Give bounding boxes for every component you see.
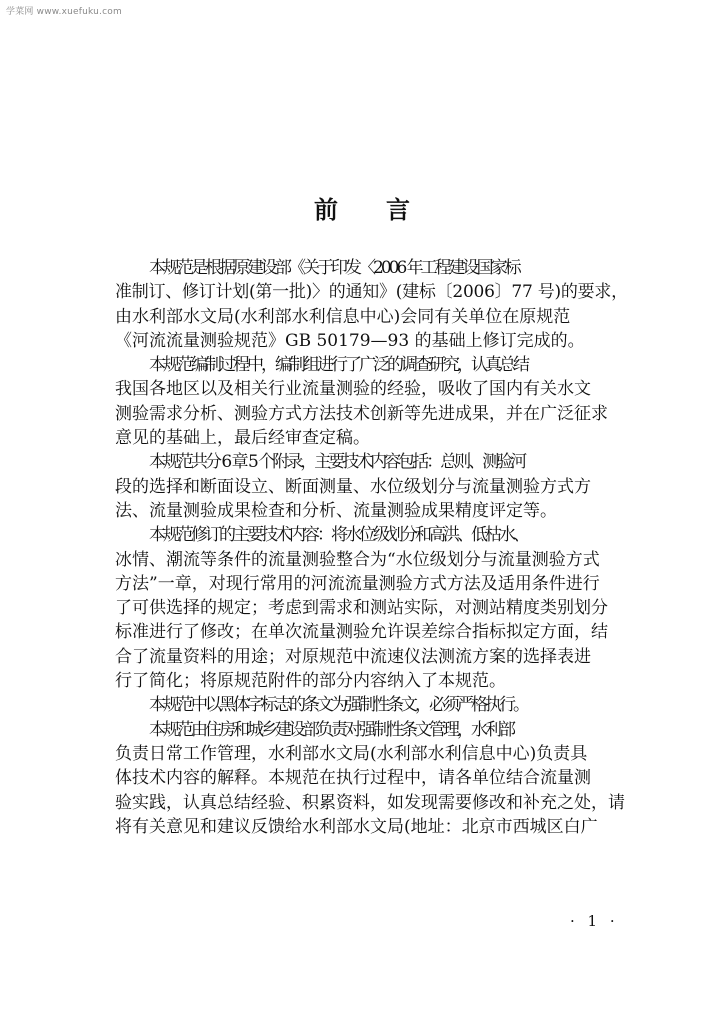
page-title xyxy=(0,190,724,225)
text-line: 测验需求分析、测验方式方法技术创新等先进成果，并在广泛征求 xyxy=(115,403,608,424)
watermark-text: 学菜网 www.xuefuku.com xyxy=(6,7,122,17)
text-line: 意见的基础上，最后经审查定稿。 xyxy=(115,428,370,449)
text-line: 标准进行了修改；在单次流量测验允许误差综合指标拟定方面，结 xyxy=(115,622,608,643)
paragraph-4 xyxy=(115,523,630,693)
text-line: 准制订、修订计划(第一批)〉的通知》(建标〔2006〕77 号)的要求， xyxy=(115,282,628,303)
text-line: 本规范修订的主要技术内容：将水位级划分和高洪、低枯水、 xyxy=(149,525,527,546)
paragraph-3 xyxy=(115,450,630,523)
text-line: 将有关意见和建议反馈给水利部水文局(地址：北京市西城区白广 xyxy=(115,816,598,837)
page-number: · 1 · xyxy=(570,912,619,930)
text-line: 本规范是根据原建设部《关于印发〈2006 年工程建设国家标 xyxy=(149,258,519,278)
text-line: 本规范共分 6 章 5 个附录，主要技术内容包括：总则、测验河 xyxy=(149,452,525,473)
text-line: 《河流流量测验规范》GB 50179—93 的基础上修订完成的。 xyxy=(115,330,585,351)
text-line: 负责日常工作管理，水利部水文局(水利部水利信息中心)负责具 xyxy=(115,743,588,764)
text-line: 本规范编制过程中，编制组进行了广泛的调查研究，认真总结 xyxy=(149,355,527,376)
text-line: 验实践，认真总结经验、积累资料，如发现需要修改和补充之处，请 xyxy=(115,792,625,813)
text-line: 我国各地区以及相关行业流量测验的经验，吸收了国内有关水文 xyxy=(115,379,591,400)
page-title-char-1: 前 xyxy=(314,196,338,225)
text-line: 了可供选择的规定；考虑到需求和测站实际，对测站精度类别划分 xyxy=(115,598,608,619)
text-line: 方法”一章，对现行常用的河流流量测验方式方法及适用条件进行 xyxy=(115,573,600,594)
text-line: 段的选择和断面设立、断面测量、水位级划分与流量测验方式方 xyxy=(115,476,591,497)
text-line: 冰情、潮流等条件的流量测验整合为“水位级划分与流量测验方式 xyxy=(115,549,600,570)
paragraph-6 xyxy=(115,718,630,839)
text-line: 合了流量资料的用途；对原规范中流速仪法测流方案的选择表进 xyxy=(115,646,591,667)
text-line: 本规范由住房和城乡建设部负责对强制性条文管理，水利部 xyxy=(149,719,513,740)
text-line: 由水利部水文局(水利部水利信息中心)会同有关单位在原规范 xyxy=(115,306,571,327)
text-line: 体技术内容的解释。本规范在执行过程中，请各单位结合流量测 xyxy=(115,768,591,789)
paragraph-5 xyxy=(115,693,630,717)
document-body xyxy=(115,256,630,839)
text-line: 本规范中以黑体字标志的条文为强制性条文，必须严格执行。 xyxy=(149,695,527,716)
page-title-char-2: 言 xyxy=(386,196,410,225)
text-line: 法、流量测验成果检查和分析、流量测验成果精度评定等。 xyxy=(115,500,557,521)
paragraph-2 xyxy=(115,353,630,450)
text-line: 行了简化；将原规范附件的部分内容纳入了本规范。 xyxy=(115,671,506,692)
paragraph-1 xyxy=(115,256,630,353)
